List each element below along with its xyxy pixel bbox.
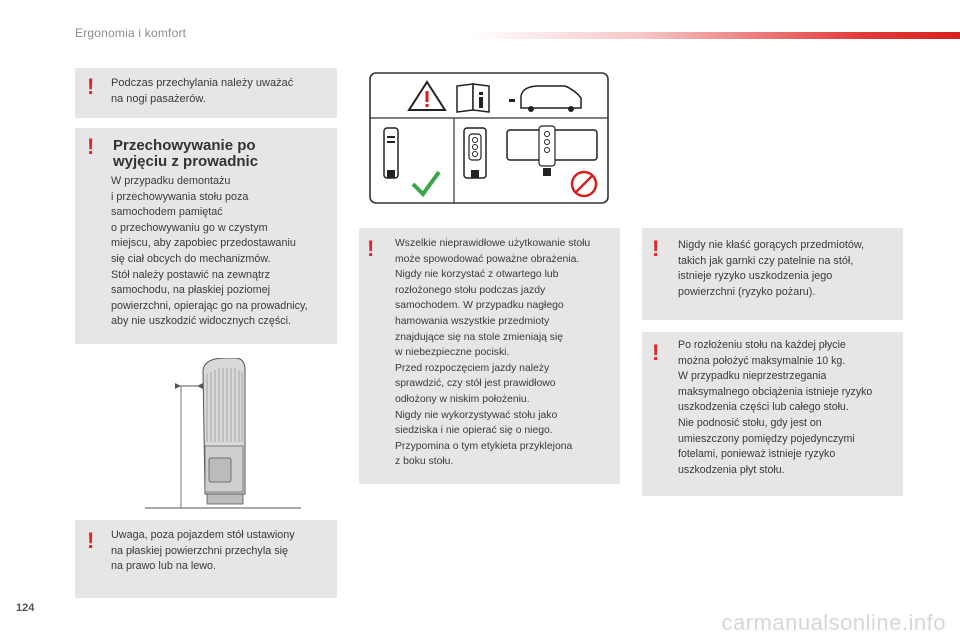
warning-mark-icon: ! [87,528,95,553]
header-accent-bar [470,32,960,39]
storage-box [75,128,337,344]
section-title: Ergonomia i komfort [75,26,187,40]
misuse-warning-box [359,228,620,484]
warning-mark-icon: ! [87,134,95,159]
hot-objects-box [642,228,903,320]
outside-tilt-box [75,520,337,598]
warning-mark-icon: ! [652,340,660,365]
page-number: 124 [16,602,35,614]
prohibited-icon [572,172,596,196]
storage-text: W przypadku demontażu i przechowywania stołu poza samochodem pamiętać o przechowywaniu go w czystym miejscu, aby zapobiec przedostawaniu się ciał obcych do mechanizmów. Stół należy postawić na zewnątrz samochodu, na płaskiej poziomej powierzchni, opierając go na prowadnicy, aby nie uszkodzić widocznych części. [111,175,308,328]
outside-tilt-text: Uwaga, poza pojazdem stół ustawiony na płaskiej powierzchni przechyla się na prawo lub na lewo. [111,529,295,573]
warning-mark-icon: ! [367,236,375,261]
warning-mark-icon: ! [652,236,660,261]
tilt-warning-text: Podczas przechylania należy uważać na nogi pasażerów. [111,77,294,105]
hot-objects-text: Nigdy nie kłaść gorących przedmiotów, takich jak garnki czy patelnie na stół, istnieje ryzyko uszkodzenia jego powierzchni (ryzyko pożaru). [678,239,865,298]
max-load-box [642,332,903,496]
warning-mark-icon: ! [87,74,95,99]
max-load-text: Po rozłożeniu stołu na każdej płycie można położyć maksymalnie 10 kg. W przypadku nieprzestrzegania maksymalnego obciążenia istnieje ryzyko uszkodzenia części lub całego stołu. Nie podnosić stołu, gdy jest on umieszczony pomiędzy pojedynczymi fotelami, ponieważ istnieje ryzyko uszkodzenia płyt stołu. [678,339,873,476]
manual-info-icon [457,84,489,112]
misuse-warning-text: Wszelkie nieprawidłowe użytkowanie stołu może spowodować poważne obrażenia. Nigdy nie korzystać z otwartego lub rozłożonego stołu podczas jazdy samochodem. W przypadku nagłego hamowania wszystkie przedmioty znajdujące się na stole zmieniają się w niebezpieczne pociski. Przed rozpoczęciem jazdy należy sprawdzić, czy stół jest prawidłowo odłożony w niskim położeniu. Nigdy nie wykorzystywać stołu jako siedziska i nie opierać się o niego. Przypomina o tym etykieta przyklejona z boku stołu. [395,238,591,468]
table-label-illustration [369,72,609,204]
table-side-illustration [145,358,305,514]
watermark: carmanualsonline.info [721,610,946,635]
tilt-warning-box [75,68,337,118]
storage-heading: Przechowywanie po wyjęciu z prowadnic [113,137,259,170]
